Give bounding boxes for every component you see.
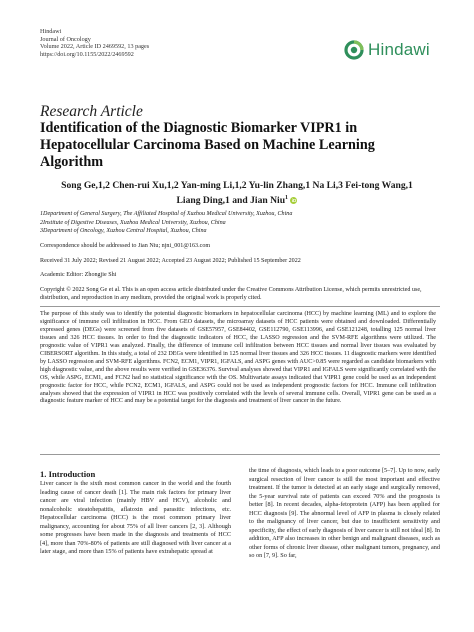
author-line-2-text: Liang Ding,1 and Jian Niu bbox=[176, 195, 286, 207]
journal-meta bbox=[40, 28, 149, 58]
hindawi-logo-icon bbox=[344, 40, 364, 60]
volume-line: Volume 2022, Article ID 2469592, 13 pages bbox=[40, 43, 150, 51]
intro-column-right: the time of diagnosis, which leads to a poor outcome [5–7]. Up to now, early surgical resection of liver cancer is still the most important and effective treatment. If the tumor is detected at an early stage and surgically removed, the 5-year survival rate of patients can exceed 70% and the prognosis is better [8]. In recent decades, alpha-fetoprotein (AFP) has been applied for HCC diagnosis [9]. The abnormal level of AFP in plasma is closely related to the malignancy of liver cancer, but due to insufficient sensitivity and specificity, the effect of early diagnosis of liver cancer is still not ideal [8]. In addition, AFP also increases in other benign and malignant diseases, such as other forms of chronic liver disease, other malignant tumors, pregnancy, and so on [7, 9]. So far, bbox=[249, 467, 440, 560]
article-type: Research Article bbox=[40, 103, 143, 120]
author-superscript: 1 bbox=[285, 195, 289, 201]
article-title: Identification of the Diagnostic Biomarker VIPR1 in Hepatocellular Carcinoma Based on Machine Learning Algorithm bbox=[40, 120, 375, 170]
logo-text: Hindawi bbox=[368, 40, 430, 59]
divider-bottom bbox=[40, 454, 440, 455]
orcid-icon[interactable]: iD bbox=[291, 198, 297, 204]
academic-editor: Academic Editor: Zhongjie Shi bbox=[40, 272, 117, 278]
publisher-name: Hindawi bbox=[40, 28, 62, 35]
author-line-2 bbox=[60, 192, 414, 207]
affiliation-item: 1Department of General Surgery, The Affiliated Hospital of Xuzhou Medical University, Xuzhou, China bbox=[40, 211, 293, 217]
correspondence: Correspondence should be addressed to Jian Niu; njni_001@163.com bbox=[40, 243, 211, 249]
author-list bbox=[60, 180, 414, 207]
author-line-1: Song Ge,1,2 Chen-rui Xu,1,2 Yan-ming Li,1,2 Yu-lin Zhang,1 Na Li,3 Fei-tong Wang,1 bbox=[61, 180, 413, 191]
section-heading: 1. Introduction bbox=[40, 469, 96, 479]
affiliation-item: 3Department of Oncology, Xuzhou Central Hospital, Xuzhou, China bbox=[40, 228, 207, 235]
divider-top bbox=[40, 306, 440, 307]
publication-dates: Received 31 July 2022; Revised 21 August 2022; Accepted 23 August 2022; Published 15 September 2022 bbox=[40, 258, 301, 264]
affiliations bbox=[40, 210, 440, 236]
hindawi-logo bbox=[344, 40, 430, 60]
affiliation-item: 2Institute of Digestive Diseases, Xuzhou Medical University, Xuzhou, China bbox=[40, 219, 226, 226]
journal-name: Journal of Oncology bbox=[40, 35, 91, 43]
copyright-notice: Copyright © 2022 Song Ge et al. This is an open access article distributed under the Creative Commons Attribution License, which permits unrestricted use, distribution, and reproduction in any medium, provided the original work is properly cited. bbox=[40, 287, 422, 301]
abstract: The purpose of this study was to identify the potential diagnostic biomarkers in hepatocellular carcinoma (HCC) by machine learning (ML) and to explore the significance of immune cell infiltration in HCC. From GEO datasets, the microarray datasets of HCC patients were obtained and downloaded. Differentially expressed genes (DEGs) were screened from five datasets of GSE57957, GSE84402, GSE112790, GSE113996, and GSE121248, totalling 125 normal liver tissues and 326 HCC tissues. In order to find the diagnostic indicators of HCC, the LASSO regression and the SVM-RFE algorithms were utilized. The prognostic value of VIPR1 was analyzed. Finally, the difference of immune cell infiltration between HCC tissues and normal liver tissues was evaluated by CIBERSORT algorithm. In this study, a total of 232 DEGs were identified in 125 normal liver tissues and 326 HCC tissues. 11 diagnostic markers were identified by LASSO regression and SVM-RFE algorithms. FCN2, ECM1, VIPR1, IGFALS, and ASPG genes with AUC>0.85 were regarded as candidate biomarkers with high diagnostic value, and the above results were verified in GSE36376. Survival analyses showed that VIPR1 and IGFALS were significantly correlated with the OS, while ASPG, ECM1, and FCN2 had no statistical significance with the OS. Multivariate assays indicated that VIPR1 gene could be used as an independent prognostic factor for HCC, while FCN2, ECM1, IGFALS, and ASPG could not be used as independent prognostic factors for HCC. Immune cell infiltration analyses showed that the expression of VIPR1 in HCC was positively correlated with the levels of several immune cells. Overall, VIPR1 gene can be used as a diagnostic feature marker of HCC and may be a potential target for the diagnosis and treatment of liver cancer in the future. bbox=[40, 311, 436, 405]
intro-column-left: Liver cancer is the sixth most common cancer in the world and the fourth leading cause of cancer death [1]. The main risk factors for primary liver cancer are viral infection (mainly HBV and HCV), alcoholic and nonalcoholic steatohepatitis, aflatoxin and parasitic infections, etc. Hepatocellular carcinoma (HCC) is the most common primary liver malignancy, accounting for about 75% of all liver cancers [2, 3]. Although some progresses have been made in the diagnosis and treatments of HCC [4], more than 70%-80% of patients are still diagnosed with liver cancer at a later stage, and more than 15% of patients have extrahepatic spread at bbox=[40, 480, 231, 556]
doi-link[interactable]: https://doi.org/10.1155/2022/2469592 bbox=[40, 50, 134, 58]
